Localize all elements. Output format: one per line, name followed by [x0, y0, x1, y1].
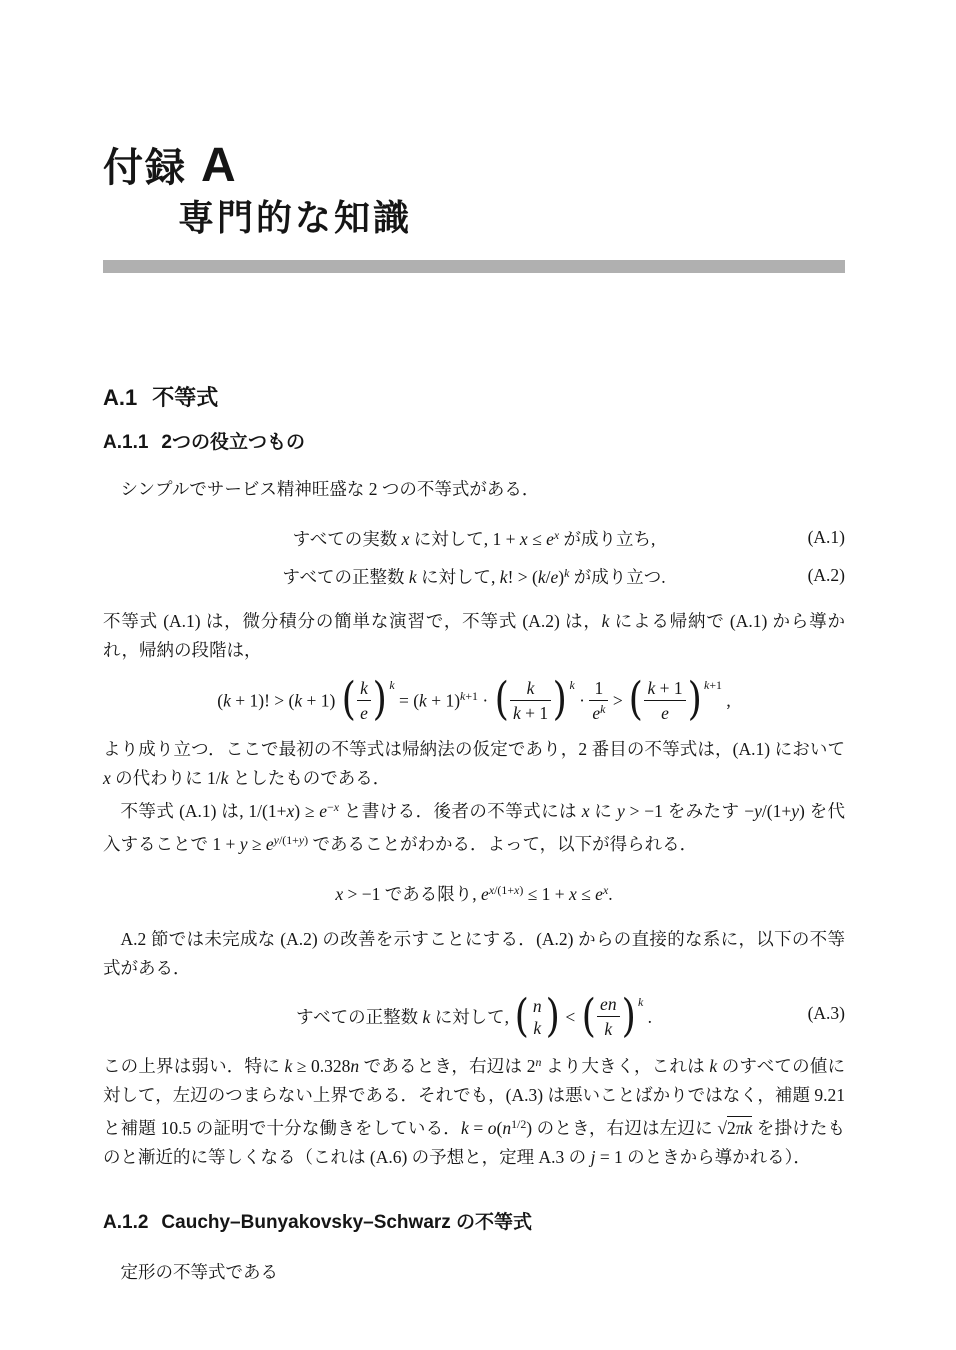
subsection-heading-a11: [103, 432, 845, 455]
subsection-title: Cauchy–Bunyakovsky–Schwarz の不等式: [161, 1211, 533, 1233]
text-run: すべての実数: [292, 528, 402, 549]
fraction-denominator: [597, 1017, 620, 1039]
equation-a1: [103, 518, 845, 556]
text-run: > −1 をみたす −: [624, 801, 755, 822]
fraction-denominator: [644, 701, 685, 723]
fraction-numerator: [510, 678, 551, 701]
text-run: ): [558, 567, 565, 588]
text-run: /(1+: [761, 801, 792, 822]
math-variable: k: [533, 1017, 542, 1038]
equation-a2-body: [282, 567, 665, 587]
text-run: 不等式 (A.1) は，微分積分の簡単な演習で，不等式 (A.2) は，: [103, 611, 602, 632]
text-run: この上界は弱い．特に: [103, 1055, 285, 1076]
paragraph-derivation: [103, 607, 845, 665]
text-run: /(1+: [494, 883, 515, 898]
binomial-stack: [531, 996, 544, 1038]
math-variable: k: [601, 611, 610, 632]
paren-content: [510, 677, 551, 723]
math-variable: k: [360, 677, 368, 698]
math-variable: e: [360, 702, 368, 723]
text-run: ) ≥: [294, 801, 320, 822]
text-run: ) を代入することで 1 +: [103, 801, 846, 855]
fraction-denominator: [357, 701, 371, 723]
math-variable: x: [401, 528, 410, 549]
math-variable: e: [319, 801, 328, 822]
paren-group: ( $\frac{k + 1}{e}$ ) $^{k+1}$: [628, 673, 722, 726]
math-variable: k: [408, 567, 417, 588]
math-variable: k: [600, 701, 606, 716]
text-run: に対して,: [416, 567, 500, 588]
chapter-label: [103, 139, 845, 192]
fraction: [589, 678, 608, 723]
text-run: に対して,: [430, 1006, 514, 1027]
math-variable: n: [607, 994, 617, 1015]
text-run: 1: [594, 677, 604, 698]
math-variable: k: [647, 677, 656, 698]
fraction-numerator: [644, 678, 685, 701]
fraction-numerator: [597, 994, 620, 1017]
fraction: [510, 678, 551, 723]
text-run: ·: [477, 690, 493, 711]
chapter-title: 専門的な知識: [178, 198, 413, 238]
math-variable: k: [604, 1019, 613, 1040]
math-variable: e: [550, 567, 559, 588]
paragraph-cbs-intro: [103, 1258, 845, 1287]
equation-a3-body: [296, 989, 652, 1042]
text-run: > −1 である限り,: [343, 884, 482, 905]
chapter-label-jp: 付録: [103, 145, 187, 190]
section-number: A.1: [103, 384, 138, 410]
text-run: + 1): [302, 690, 340, 711]
math-variable: o: [487, 1117, 497, 1138]
text-run: + 1)! > (: [230, 690, 295, 711]
text-run: であるとき，右辺は 2: [359, 1055, 536, 1076]
math-variable: x: [602, 883, 609, 898]
section-heading-a1: [103, 385, 845, 411]
text-run: ≥: [247, 834, 266, 855]
math-variable: k: [512, 702, 521, 723]
math-variable: k: [637, 994, 644, 1009]
text-run: /(1+: [278, 833, 299, 848]
math-variable: k: [294, 690, 303, 711]
text-run: /: [545, 567, 551, 588]
math-variable: k: [460, 689, 466, 704]
text-run: <: [561, 1006, 580, 1027]
math-variable: x: [514, 883, 520, 898]
text-run: のすべての値に対して，左辺のつまらない上界である．それでも，(A.3) は悪いことばかりではなく，補題 9.21 と補題 10.5 の証明で十分な働きをしている．: [103, 1055, 845, 1138]
math-variable: x: [286, 801, 295, 822]
superscript: [489, 883, 523, 897]
binomial-top: [531, 996, 544, 1017]
fraction: [597, 994, 620, 1039]
equation-number-a3: (A.3): [807, 1003, 845, 1024]
text-run: ·: [574, 690, 590, 711]
text-run: より成り立つ．ここで最初の不等式は帰納法の仮定であり，2 番目の不等式は，(A.1) において: [103, 739, 845, 760]
text-run: +1: [465, 689, 478, 704]
math-variable: k: [223, 690, 231, 711]
superscript: [460, 689, 478, 703]
text-run: 不等式 (A.1) は, 1/(1+: [120, 801, 287, 822]
fraction-numerator: [357, 678, 371, 701]
equation-a3: [103, 985, 845, 1042]
chapter-label-letter: A: [201, 139, 236, 192]
equation-block-a1-a2: [103, 518, 845, 594]
text-run: ,: [721, 690, 731, 711]
subsection-number: A.1.1: [103, 431, 149, 453]
text-run: に: [589, 801, 618, 822]
superscript: [600, 702, 605, 716]
math-variable: e: [600, 994, 608, 1015]
paren-content: [531, 995, 544, 1038]
text-run: A.2 節では未完成な (A.2) の改善を示すことにする．(A.2) からの直接的な系に，以下の不等式がある．: [103, 928, 845, 978]
math-variable: y: [791, 801, 799, 822]
math-variable: e: [546, 528, 554, 549]
text-run: に対して, 1 +: [409, 528, 520, 549]
math-variable: x: [519, 528, 528, 549]
text-run: が成り立つ.: [569, 567, 666, 588]
math-variable: x: [333, 800, 340, 815]
math-variable: πk: [735, 1117, 753, 1138]
text-run: ) のとき，右辺は左辺に: [526, 1117, 718, 1138]
math-variable: k: [389, 678, 395, 693]
chapter-rule: [103, 260, 845, 273]
paren-group: ( $\frac{en}{k}$ ) $^k$: [581, 989, 644, 1042]
text-run: 2: [726, 1117, 736, 1138]
text-run: ): [304, 833, 309, 848]
text-run: + 1: [520, 702, 549, 723]
paren-group: ( n k ): [515, 989, 560, 1042]
math-variable: y: [754, 801, 762, 822]
math-variable: e: [661, 702, 669, 723]
math-variable: x: [569, 884, 577, 905]
paren-group: ( $\frac{k}{e}$ ) $^k$: [341, 673, 395, 726]
math-variable: e: [265, 834, 274, 855]
text-run: ! > (: [507, 567, 538, 588]
paren-content: [357, 677, 371, 723]
fraction: [644, 678, 685, 723]
text-run: +1: [709, 678, 722, 693]
math-variable: x: [335, 884, 344, 905]
text-run: + 1): [426, 690, 461, 711]
text-run: シンプルでサービス精神旺盛な 2 つの不等式がある．: [120, 478, 540, 499]
text-run: すべての正整数: [296, 1006, 423, 1027]
math-variable: k: [284, 1055, 293, 1076]
subsection-title: 2つの役立つもの: [161, 431, 305, 453]
paragraph-induction-follow: [103, 735, 845, 793]
text-run: すべての正整数: [282, 567, 409, 588]
math-variable: k: [537, 567, 546, 588]
math-variable: k: [422, 1006, 431, 1027]
text-run: 1/2: [511, 1116, 527, 1131]
text-run: より大きく，これは: [541, 1055, 710, 1076]
math-variable: k: [419, 690, 427, 711]
math-variable: x: [488, 883, 495, 898]
math-variable: y: [617, 801, 625, 822]
math-variable: n: [502, 1117, 512, 1138]
fraction: [357, 678, 371, 723]
paragraph-weak-bound: [103, 1048, 845, 1172]
equation-sandwich: [103, 873, 845, 911]
subsection-number: A.1.2: [103, 1211, 149, 1233]
equation-induction-step: [103, 673, 845, 726]
math-variable: k: [704, 678, 710, 693]
subsection-heading-a12: [103, 1212, 845, 1235]
fraction-denominator: [589, 701, 608, 723]
paragraph-improvement: [103, 925, 845, 983]
equation-a2: [103, 556, 845, 594]
text-run: =: [468, 1117, 488, 1138]
text-run: ≤: [527, 528, 547, 549]
section-title: 不等式: [152, 384, 219, 410]
text-run: ≤: [576, 884, 596, 905]
text-run: = (: [394, 690, 420, 711]
math-variable: k: [526, 677, 535, 698]
math-variable: e: [481, 884, 489, 905]
math-variable: x: [581, 801, 590, 822]
math-variable: y: [273, 833, 279, 848]
text-run: と書ける．後者の不等式には: [339, 801, 582, 822]
equation-number-a2: (A.2): [807, 565, 845, 586]
fraction-numerator: [589, 678, 608, 701]
math-variable: x: [553, 527, 560, 542]
math-variable: n: [532, 995, 542, 1016]
paren-content: [597, 994, 620, 1040]
math-variable: n: [535, 1054, 542, 1069]
superscript: [274, 833, 308, 847]
text-run: ≥ 0.328: [292, 1055, 351, 1076]
paragraph-rewrite: [103, 793, 845, 859]
text-run: .: [643, 1006, 652, 1027]
math-variable: n: [350, 1055, 360, 1076]
text-run: を掛けたものと漸近的に等しくなる（これは (A.6) の予想と，定理 A.3 の: [103, 1117, 846, 1167]
math-variable: y: [239, 834, 248, 855]
binomial-bottom: [531, 1017, 544, 1038]
equation-number-a1: (A.1): [807, 526, 845, 547]
chapter-header: [103, 139, 845, 273]
math-variable: e: [592, 702, 601, 723]
text-run: .: [608, 884, 613, 905]
math-variable: k: [569, 678, 575, 693]
text-run: による帰納で (A.1) から導かれ，帰納の段階は，: [103, 611, 845, 661]
paren-content: [644, 677, 685, 723]
math-variable: k: [220, 768, 229, 789]
superscript: [511, 1117, 526, 1131]
radicand: [727, 1116, 752, 1138]
paragraph-intro: [103, 475, 845, 504]
text-run: が成り立ち,: [559, 528, 656, 549]
square-root: [717, 1116, 752, 1138]
text-run: の代わりに 1/: [110, 768, 221, 789]
text-run: −: [327, 800, 334, 815]
superscript: [327, 800, 339, 814]
text-run: + 1: [655, 677, 683, 698]
math-variable: j: [590, 1146, 596, 1167]
text-run: であることがわかる．よって，以下が得られる．: [308, 834, 698, 855]
math-variable: e: [595, 884, 603, 905]
text-run: 定形の不等式である: [120, 1261, 278, 1282]
math-variable: y: [298, 833, 305, 848]
text-run: (: [217, 690, 224, 711]
radical-sign-icon: √: [717, 1117, 727, 1138]
text-run: としたものである．: [228, 768, 391, 789]
text-run: = 1 のときから導かれる）．: [595, 1146, 811, 1167]
group-exponent: [704, 678, 722, 692]
math-variable: x: [103, 768, 111, 789]
math-variable: k: [709, 1055, 718, 1076]
text-run: ): [519, 883, 524, 898]
fraction-denominator: [510, 701, 551, 723]
text-run: (: [496, 1117, 503, 1138]
paren-group: ( $\frac{k}{k + 1}$ ) $^k$: [494, 673, 575, 726]
text-run: ≤ 1 +: [523, 884, 570, 905]
math-variable: k: [499, 567, 508, 588]
math-variable: k: [564, 565, 570, 580]
equation-a1-body: [293, 529, 656, 549]
text-run: >: [608, 690, 628, 711]
math-variable: k: [460, 1117, 469, 1138]
